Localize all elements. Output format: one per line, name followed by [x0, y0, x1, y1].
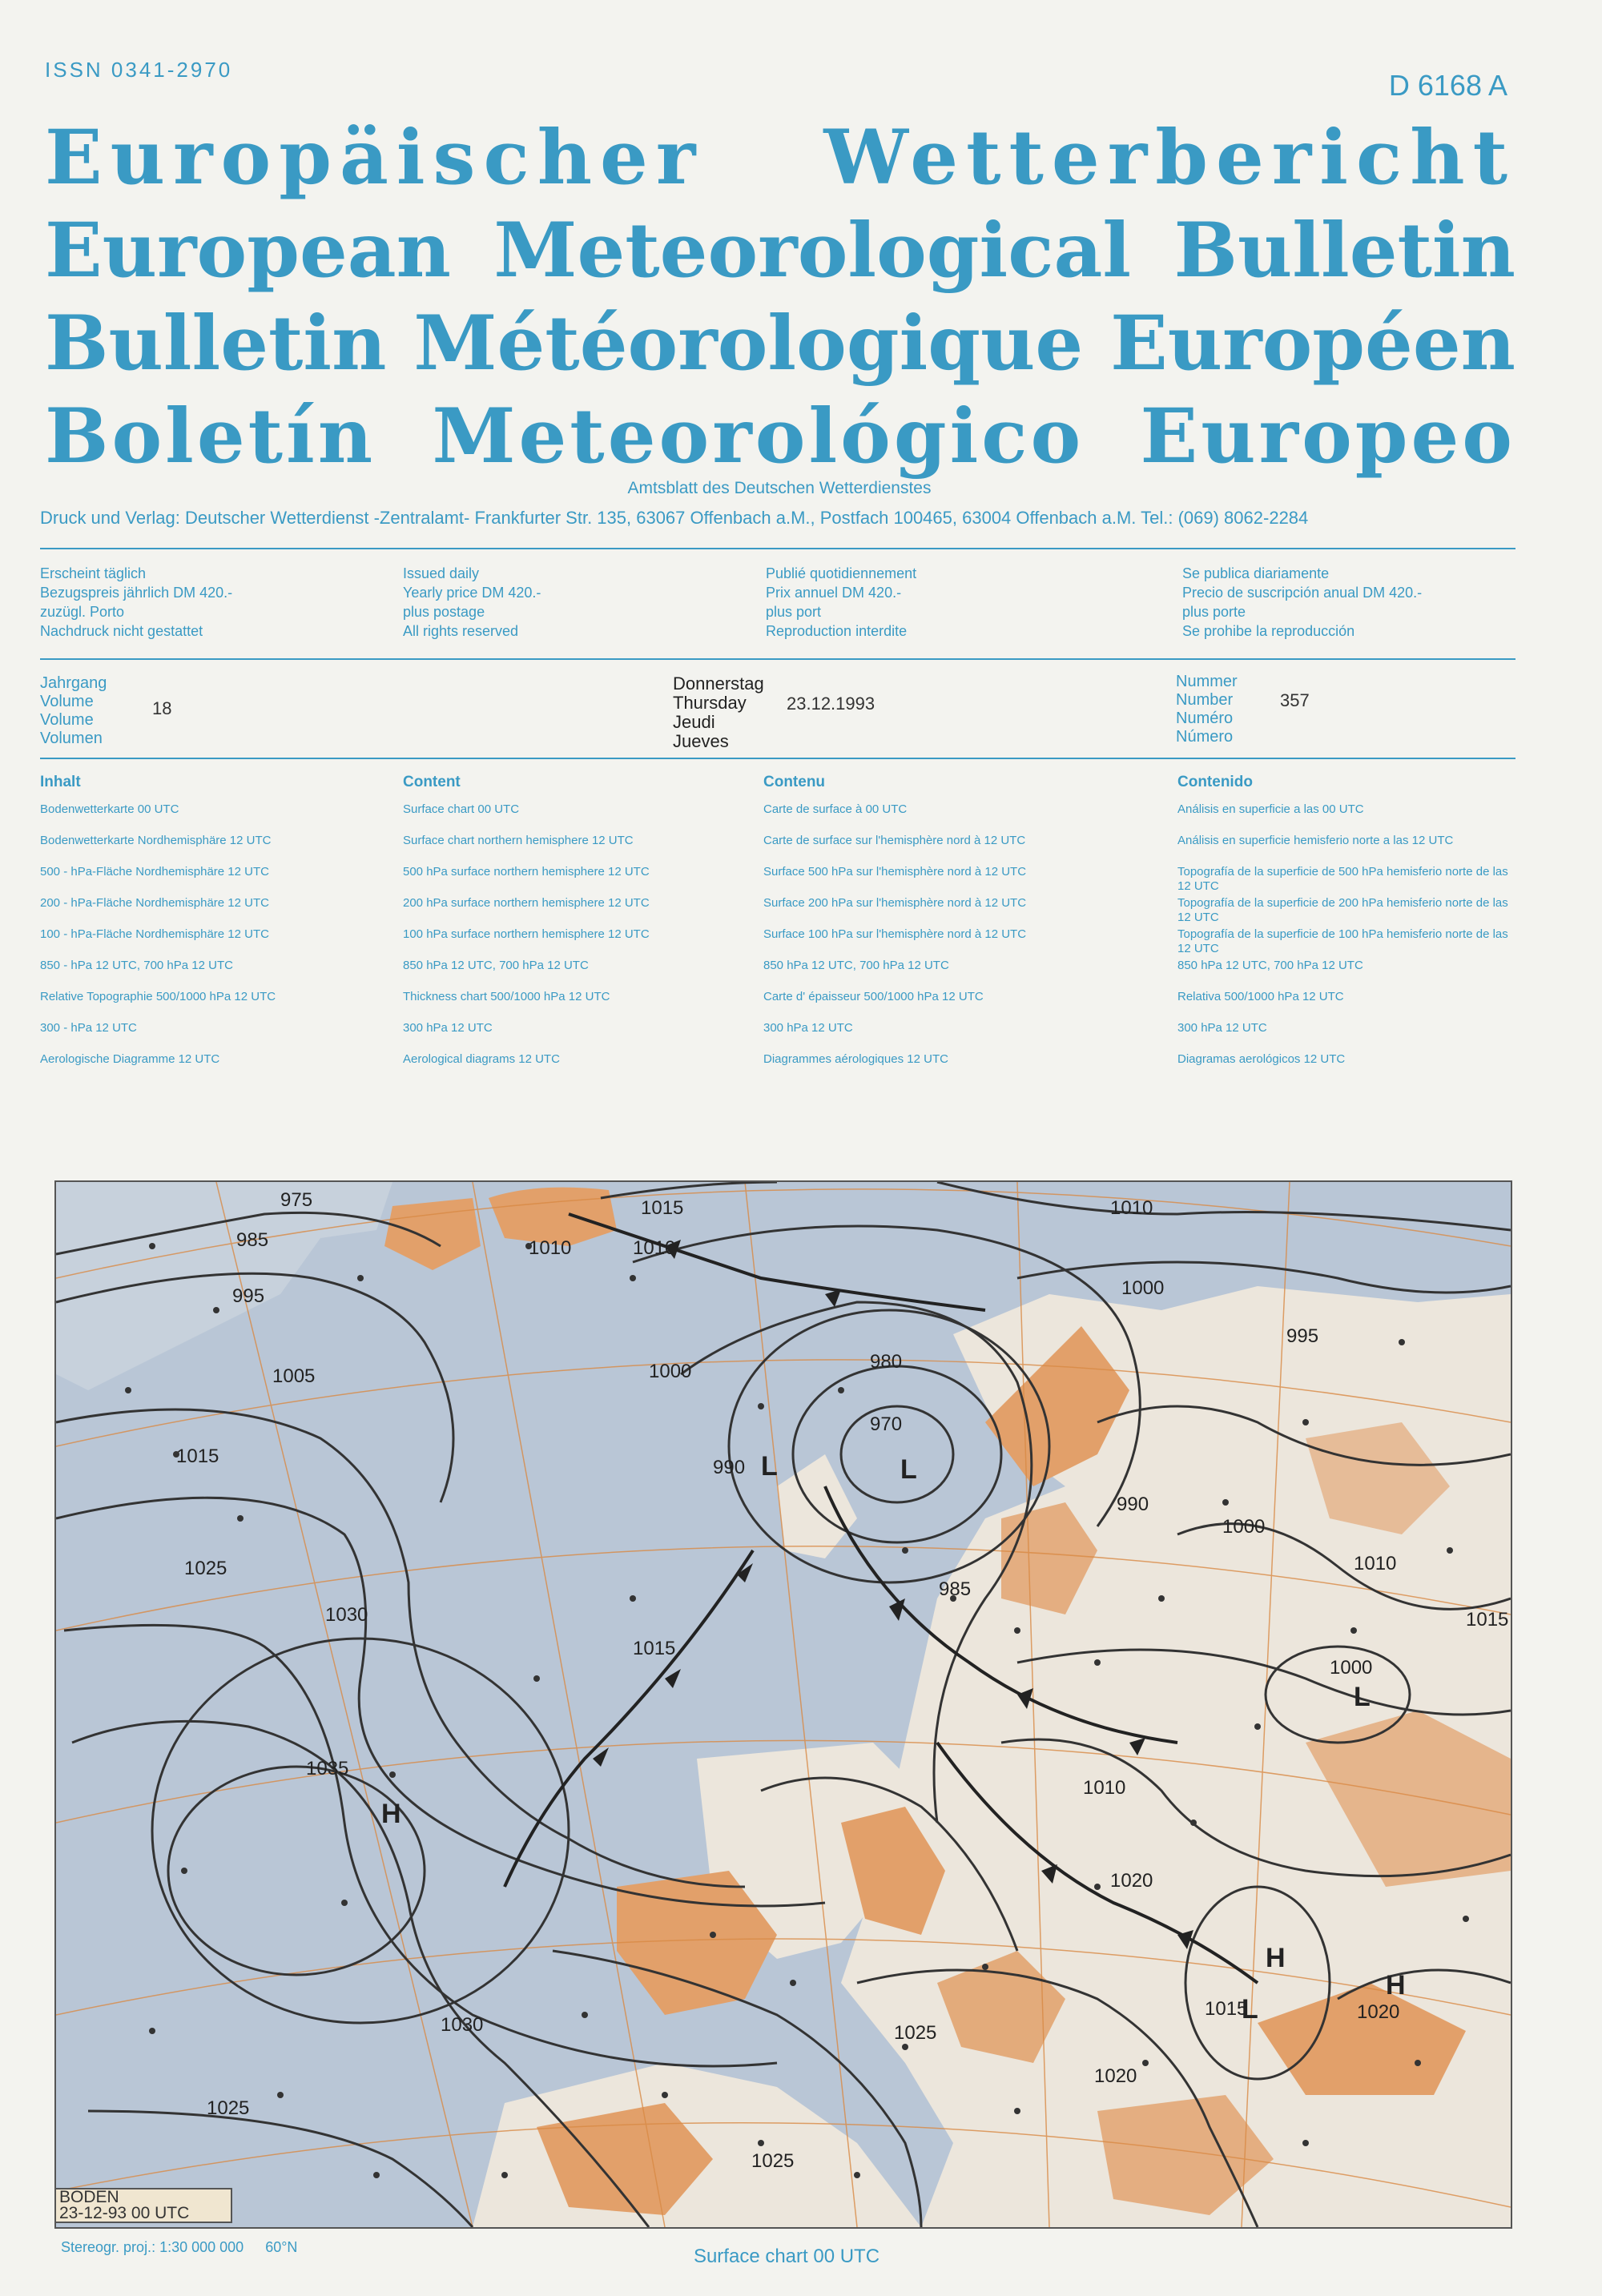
map-canvas	[56, 1182, 1511, 2227]
map-caption: Surface chart 00 UTC	[693, 2246, 880, 2267]
document-number: D 6168 A	[1388, 69, 1507, 102]
toc-item: Surface 200 hPa sur l'hemisphère nord à 12 UTC	[763, 896, 1027, 910]
publisher-line: Druck und Verlag: Deutscher Wetterdienst -Zentralamt- Frankfurter Str. 135, 63067 Offenbach a.M., Postfach 100465, 63004 Offenbach a.M. Tel.: (069) 8062-2284	[40, 508, 1309, 528]
isobar-label: 1020	[1110, 1870, 1153, 1892]
amtsblatt-line: Amtsblatt des Deutschen Wetterdienstes	[627, 479, 932, 497]
isobar-label: 995	[1286, 1325, 1319, 1347]
toc-item: Surface chart 00 UTC	[403, 802, 520, 816]
isobar-label: 1030	[441, 2014, 484, 2036]
toc-header: Contenu	[763, 774, 826, 790]
toc-column-spanish	[1177, 774, 1522, 1084]
isobar-label: 975	[280, 1189, 313, 1211]
isobar-label: 1015	[641, 1197, 684, 1219]
isobar-label: 985	[236, 1229, 269, 1251]
toc-item: Bodenwetterkarte Nordhemisphäre 12 UTC	[40, 834, 272, 847]
toc-item: Topografía de la superficie de 100 hPa hemisferio norte de las 12 UTC	[1177, 927, 1508, 955]
stamp-title: BODEN	[59, 2188, 119, 2206]
toc-item: 200 hPa surface northern hemisphere 12 UTC	[403, 896, 650, 910]
info-column-french: Publié quotidiennement Prix annuel DM 420.- plus port Reproduction interdite	[766, 565, 917, 639]
isobar-label: 1010	[1083, 1777, 1126, 1799]
info-column-spanish: Se publica diariamente Precio de suscripción anual DM 420.- plus porte Se prohibe la reproducción	[1182, 565, 1423, 639]
divider	[40, 758, 1515, 759]
isobar-label: 1020	[1094, 2065, 1137, 2087]
isobar-label: 1000	[649, 1361, 692, 1382]
toc-item: 300 hPa 12 UTC	[763, 1021, 853, 1035]
isobar-label: 1025	[751, 2150, 795, 2172]
low-center: L	[900, 1454, 917, 1485]
toc-item: 300 - hPa 12 UTC	[40, 1021, 137, 1035]
issn-number: ISSN 0341-2970	[45, 58, 233, 82]
isobar-label: 990	[1117, 1494, 1149, 1515]
isobar-label: 970	[870, 1413, 903, 1435]
isobar-label: 1000	[1222, 1516, 1266, 1538]
toc-item: Bodenwetterkarte 00 UTC	[40, 802, 179, 816]
number-value: 357	[1280, 690, 1310, 710]
high-center: H	[1266, 1943, 1286, 1973]
toc-item: 500 hPa surface northern hemisphere 12 UTC	[403, 865, 650, 879]
toc-item: Surface 100 hPa sur l'hemisphère nord à 12 UTC	[763, 927, 1027, 941]
toc-item: 500 - hPa-Fläche Nordhemisphäre 12 UTC	[40, 865, 269, 879]
low-center: L	[761, 1451, 778, 1482]
toc-item: Análisis en superficie hemisferio norte a las 12 UTC	[1177, 834, 1454, 847]
isobar-label: 1020	[1357, 2001, 1400, 2023]
isobar-label: 990	[713, 1457, 746, 1478]
isobar-label: 1030	[325, 1604, 368, 1626]
toc-item: 100 - hPa-Fläche Nordhemisphäre 12 UTC	[40, 927, 269, 941]
toc-item: Relative Topographie 500/1000 hPa 12 UTC	[40, 990, 276, 1003]
number-labels: Nummer Number Numéro Número	[1176, 673, 1238, 746]
title-french: Bulletin Météorologique Européen	[45, 300, 1515, 388]
toc-header: Contenido	[1177, 774, 1253, 790]
toc-item: Diagramas aerológicos 12 UTC	[1177, 1052, 1346, 1066]
isobar-label: 1025	[894, 2022, 937, 2044]
isobar-label: 1010	[1110, 1197, 1153, 1219]
isobar-label: 1010	[633, 1237, 676, 1259]
map-stamp	[54, 2188, 232, 2223]
toc-item: 850 hPa 12 UTC, 700 hPa 12 UTC	[763, 959, 949, 972]
toc-item: Carte de surface à 00 UTC	[763, 802, 908, 816]
latitude-note: 60°N	[265, 2239, 298, 2255]
toc-item: 850 hPa 12 UTC, 700 hPa 12 UTC	[1177, 959, 1363, 972]
title-german: Europäischer Wetterbericht	[45, 114, 1515, 202]
toc-item: Carte d' épaisseur 500/1000 hPa 12 UTC	[763, 990, 984, 1003]
isobar-label: 980	[870, 1351, 903, 1373]
surface-weather-map	[54, 1180, 1512, 2229]
isobar-label: 1025	[184, 1558, 227, 1579]
isobar-label: 1025	[207, 2097, 250, 2119]
isobar-label: 1035	[306, 1758, 349, 1779]
toc-item: Análisis en superficie a las 00 UTC	[1177, 802, 1364, 816]
isobar-label: 1015	[176, 1446, 219, 1467]
toc-header: Content	[403, 774, 461, 790]
toc-item: 200 - hPa-Fläche Nordhemisphäre 12 UTC	[40, 896, 269, 910]
toc-column-french	[763, 774, 1148, 1084]
toc-item: Topografía de la superficie de 200 hPa hemisferio norte de las 12 UTC	[1177, 896, 1508, 924]
toc-item: 300 hPa 12 UTC	[1177, 1021, 1267, 1035]
divider	[40, 658, 1515, 660]
toc-item: 100 hPa surface northern hemisphere 12 UTC	[403, 927, 650, 941]
isobar-label: 1015	[1205, 1998, 1248, 2020]
volume-value: 18	[152, 698, 172, 718]
date-value: 23.12.1993	[787, 694, 875, 714]
low-center: L	[1354, 1682, 1371, 1712]
info-column-german: Erscheint täglich Bezugspreis jährlich DM 420.- zuzügl. Porto Nachdruck nicht gestattet	[40, 565, 233, 639]
high-center: H	[1386, 1970, 1406, 2000]
isobar-label: 1010	[529, 1237, 572, 1259]
toc-item: Aerological diagrams 12 UTC	[403, 1052, 560, 1066]
title-english: European Meteorological Bulletin	[45, 207, 1515, 295]
isobar-label: 985	[939, 1578, 972, 1600]
toc-item: Aerologische Diagramme 12 UTC	[40, 1052, 220, 1066]
toc-column-english	[403, 774, 739, 1084]
volume-labels: Jahrgang Volume Volume Volumen	[40, 674, 107, 747]
day-labels: Donnerstag Thursday Jeudi Jueves	[673, 674, 764, 751]
isobar-label: 1000	[1330, 1657, 1373, 1679]
toc-item: Surface chart northern hemisphere 12 UTC	[403, 834, 634, 847]
toc-item: 850 hPa 12 UTC, 700 hPa 12 UTC	[403, 959, 589, 972]
toc-item: 850 - hPa 12 UTC, 700 hPa 12 UTC	[40, 959, 233, 972]
toc-item: Thickness chart 500/1000 hPa 12 UTC	[403, 990, 610, 1003]
projection-note: Stereogr. proj.: 1:30 000 000 60°N	[61, 2239, 298, 2255]
toc-item: Relativa 500/1000 hPa 12 UTC	[1177, 990, 1344, 1003]
isobar-label: 1005	[272, 1365, 316, 1387]
isobar-label: 995	[232, 1285, 265, 1307]
divider	[40, 548, 1515, 549]
toc-item: Carte de surface sur l'hemisphère nord à 12 UTC	[763, 834, 1026, 847]
high-center: H	[381, 1799, 401, 1829]
toc-item: Topografía de la superficie de 500 hPa hemisferio norte de las 12 UTC	[1177, 865, 1508, 893]
toc-item: Surface 500 hPa sur l'hemisphère nord à 12 UTC	[763, 865, 1027, 879]
isobar-label: 1000	[1121, 1277, 1165, 1299]
title-spanish: Boletín Meteorológico Europeo	[45, 392, 1515, 481]
isobar-label: 1010	[1354, 1553, 1397, 1574]
toc-item: Diagrammes aérologiques 12 UTC	[763, 1052, 948, 1066]
low-center: L	[1242, 1994, 1258, 2025]
stamp-date: 23-12-93 00 UTC	[59, 2204, 190, 2222]
isobar-label: 1015	[1466, 1609, 1509, 1631]
toc-column-german	[40, 774, 376, 1084]
info-column-english: Issued daily Yearly price DM 420.- plus postage All rights reserved	[403, 565, 541, 639]
toc-item: 300 hPa 12 UTC	[403, 1021, 493, 1035]
toc-header: Inhalt	[40, 774, 81, 790]
isobar-label: 1015	[633, 1638, 676, 1659]
